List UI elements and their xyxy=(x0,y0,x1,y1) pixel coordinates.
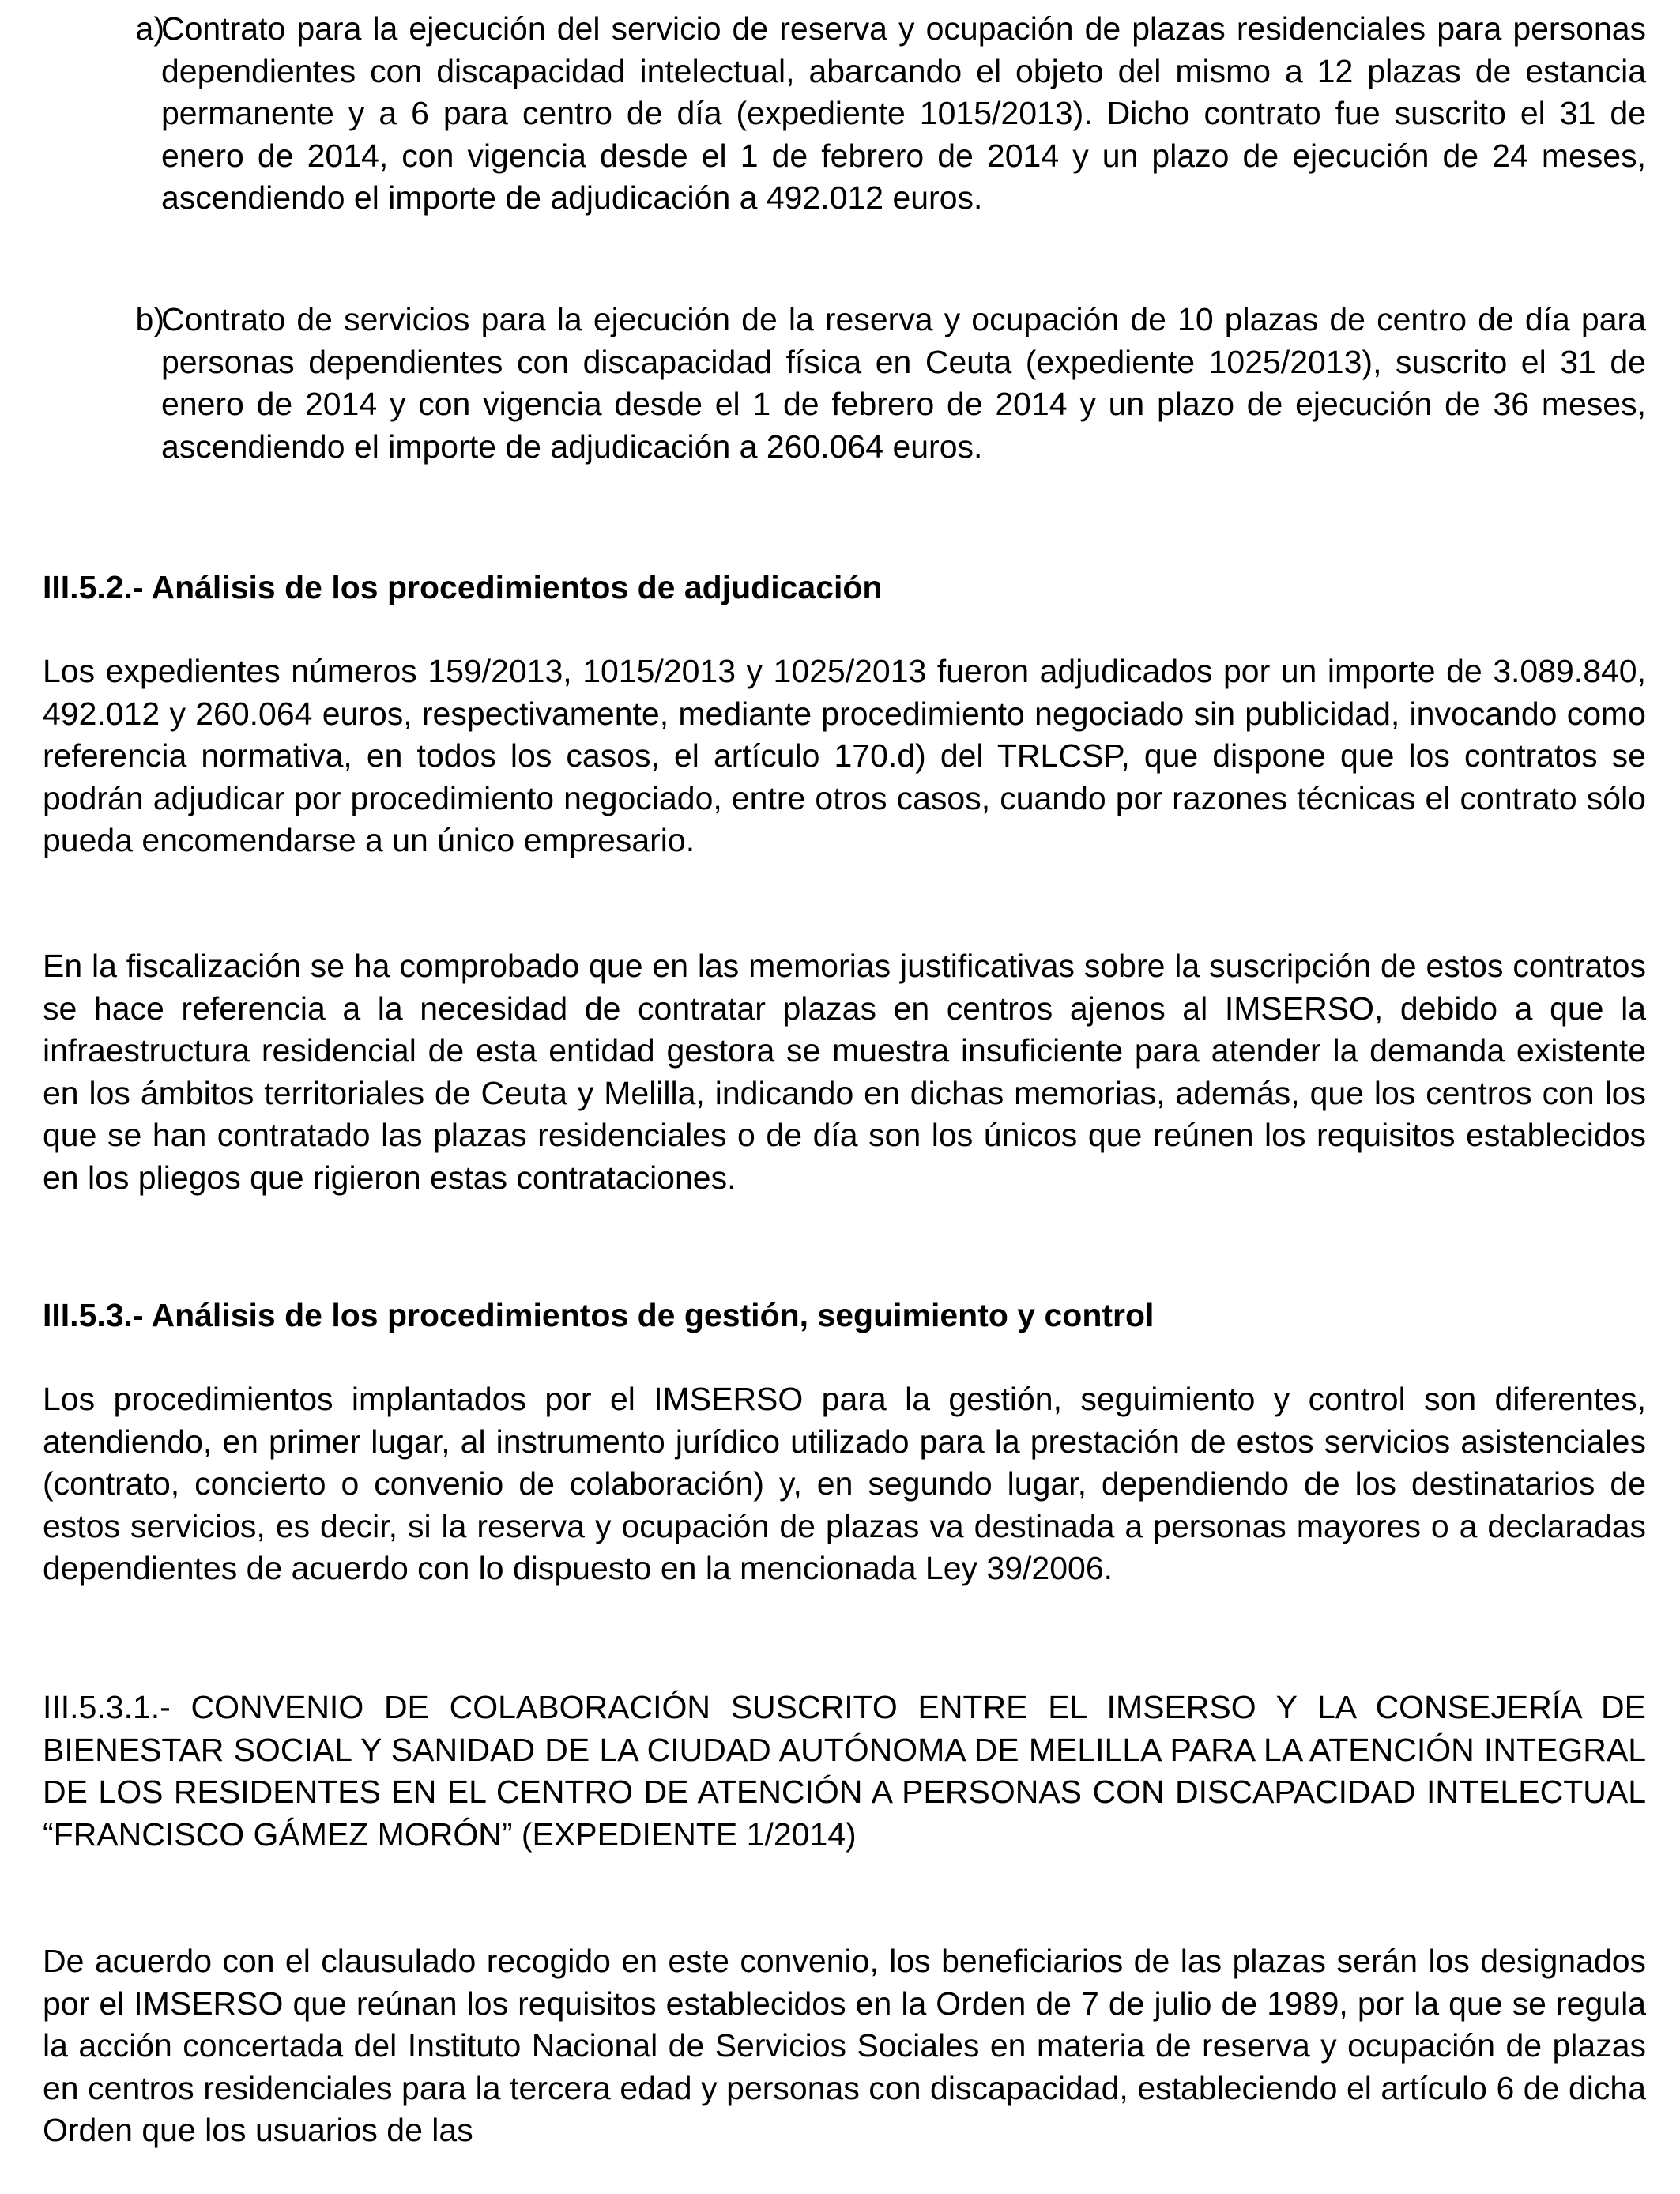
paragraph-adjudicacion: Los expedientes números 159/2013, 1015/2013 y 1025/2013 fueron adjudicados por un importe de 3.089.840, 492.012 y 260.064 euros, respectivamente, mediante procedimiento negociado sin publicidad, invocando como referencia normativa, en todos los casos, el artículo 170.d) del TRLCSP, que dispone que los contratos se podrán adjudicar por procedimiento negociado, entre otros casos, cuando por razones técnicas el contrato sólo pueda encomendarse a un único empresario. xyxy=(43,653,1646,858)
list-item-b xyxy=(85,299,1646,468)
list-item-a xyxy=(85,8,1646,220)
section-heading-3-5-3-1: III.5.3.1.- CONVENIO DE COLABORACIÓN SUSCRITO ENTRE EL IMSERSO Y LA CONSEJERÍA DE BIENESTAR SOCIAL Y SANIDAD DE LA CIUDAD AUTÓNOMA DE MELILLA PARA LA ATENCIÓN INTEGRAL DE LOS RESIDENTES EN EL CENTRO DE ATENCIÓN A PERSONAS CON DISCAPACIDAD INTELECTUAL “FRANCISCO GÁMEZ MORÓN” (EXPEDIENTE 1/2014) xyxy=(43,1689,1646,1853)
section-heading-3-5-3: III.5.3.- Análisis de los procedimientos de gestión, seguimiento y control xyxy=(43,1297,1155,1333)
paragraph-procedimientos: Los procedimientos implantados por el IMSERSO para la gestión, seguimiento y control son diferentes, atendiendo, en primer lugar, al instrumento jurídico utilizado para la prestación de estos servicios asistenciales (contrato, concierto o convenio de colaboración) y, en segundo lugar, dependiendo de los destinatarios de estos servicios, es decir, si la reserva y ocupación de plazas va destinada a personas mayores o a declaradas dependientes de acuerdo con lo dispuesto en la mencionada Ley 39/2006. xyxy=(43,1381,1646,1586)
section-heading-3-5-2: III.5.2.- Análisis de los procedimientos de adjudicación xyxy=(43,569,883,605)
list-item-text: Contrato de servicios para la ejecución de la reserva y ocupación de 10 plazas de centro de día para personas dependientes con discapacidad física en Ceuta (expediente 1025/2013), suscrito el 31 de enero de 2014 y con vigencia desde el 1 de febrero de 2014 y un plazo de ejecución de 36 meses, ascendiendo el importe de adjudicación a 260.064 euros. xyxy=(161,301,1646,465)
paragraph-convenio: De acuerdo con el clausulado recogido en este convenio, los beneficiarios de las plazas serán los designados por el IMSERSO que reúnan los requisitos establecidos en la Orden de 7 de julio de 1989, por la que se regula la acción concertada del Instituto Nacional de Servicios Sociales en materia de reserva y ocupación de plazas en centros residenciales para la tercera edad y personas con discapacidad, estableciendo el artículo 6 de dicha Orden que los usuarios de las xyxy=(43,1943,1646,2148)
list-marker: b) xyxy=(135,301,164,337)
list-marker: a) xyxy=(135,10,164,47)
paragraph-fiscalizacion: En la fiscalización se ha comprobado que en las memorias justificativas sobre la suscripción de estos contratos se hace referencia a la necesidad de contratar plazas en centros ajenos al IMSERSO, debido a que la infraestructura residencial de esta entidad gestora se muestra insuficiente para atender la demanda existente en los ámbitos territoriales de Ceuta y Melilla, indicando en dichas memorias, además, que los centros con los que se han contratado las plazas residenciales o de día son los únicos que reúnen los requisitos establecidos en los pliegos que rigieron estas contrataciones. xyxy=(43,948,1646,1196)
list-item-text: Contrato para la ejecución del servicio de reserva y ocupación de plazas residenciales para personas dependientes con discapacidad intelectual, abarcando el objeto del mismo a 12 plazas de estancia permanente y a 6 para centro de día (expediente 1015/2013). Dicho contrato fue suscrito el 31 de enero de 2014, con vigencia desde el 1 de febrero de 2014 y un plazo de ejecución de 24 meses, ascendiendo el importe de adjudicación a 492.012 euros. xyxy=(161,10,1646,216)
